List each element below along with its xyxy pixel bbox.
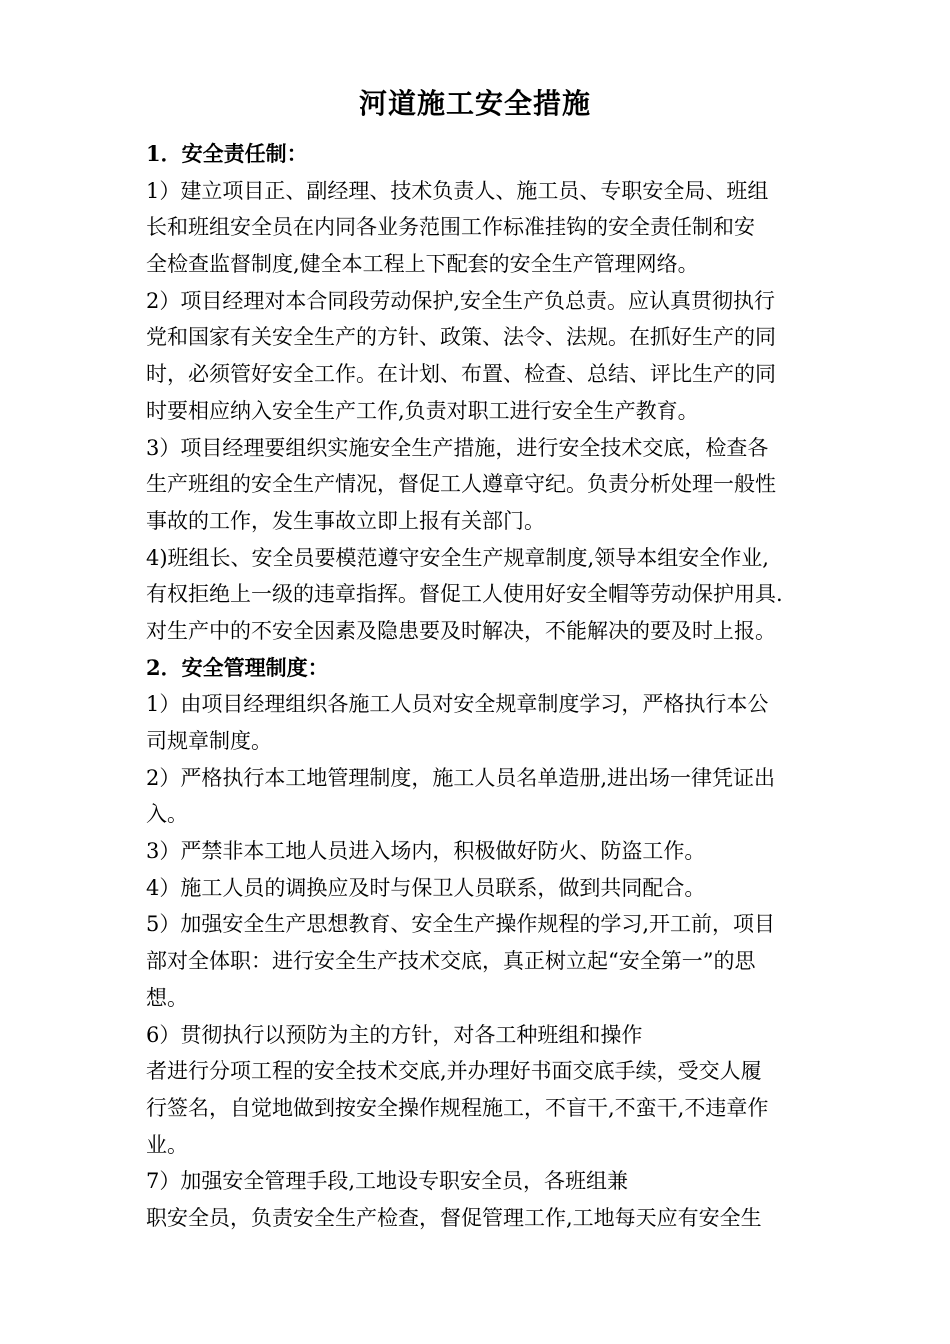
- document-title: 河道施工安全措施: [358, 87, 591, 120]
- body-text-line: 业。: [146, 1132, 188, 1157]
- body-text-line: 行签名，自觉地做到按安全操作规程施工，不盲干,不蛮干,不违章作: [146, 1095, 769, 1120]
- body-text-line: 2）严格执行本工地管理制度，施工人员名单造册,进出场一律凭证出: [146, 765, 776, 790]
- body-text-line: 事故的工作，发生事故立即上报有关部门。: [146, 508, 545, 533]
- section-heading: 2．安全管理制度：: [146, 654, 329, 680]
- body-text-line: 6）贯彻执行以预防为主的方针，对各工种班组和操作: [146, 1022, 643, 1047]
- body-text-line: 时要相应纳入安全生产工作,负责对职工进行安全生产教育。: [146, 398, 699, 423]
- body-text-line: 4)班组长、安全员要模范遵守安全生产规章制度,领导本组安全作业,: [146, 545, 769, 570]
- body-text-line: 5）加强安全生产思想教育、安全生产操作规程的学习,开工前，项目: [146, 912, 776, 937]
- body-text-line: 1）建立项目正、副经理、技术负责人、施工员、专职安全局、班组: [146, 178, 769, 203]
- body-text-line: 3）严禁非本工地人员进入场内，积极做好防火、防盗工作。: [146, 839, 706, 864]
- body-text-line: 长和班组安全员在内同各业务范围工作标准挂钩的安全责任制和安: [146, 215, 755, 240]
- body-text-line: 部对全体职：进行安全生产技术交底，真正树立起“安全第一”的思: [146, 949, 756, 974]
- body-text-line: 时，必须管好安全工作。在计划、布置、检查、总结、评比生产的同: [146, 362, 776, 387]
- body-text-line: 3）项目经理要组织实施安全生产措施，进行安全技术交底，检查各: [146, 435, 769, 460]
- body-text-line: 者进行分项工程的安全技术交底,并办理好书面交底手续，受交人履: [146, 1059, 762, 1084]
- document-body: [146, 136, 818, 1237]
- body-text-line: 想。: [146, 985, 188, 1010]
- body-text-line: 有权拒绝上一级的违章指挥。督促工人使用好安全帽等劳动保护用具.: [146, 582, 783, 607]
- body-text-line: 7）加强安全管理手段,工地设专职安全员，各班组兼: [146, 1169, 629, 1194]
- body-text-line: 4）施工人员的调换应及时与保卫人员联系，做到共同配合。: [146, 875, 706, 900]
- section-heading: 1．安全责任制：: [146, 141, 308, 166]
- body-text-line: 入。: [146, 802, 188, 827]
- body-text-line: 全检查监督制度,健全本工程上下配套的安全生产管理网络。: [146, 252, 699, 277]
- body-text-line: 党和国家有关安全生产的方针、政策、法令、法规。在抓好生产的同: [146, 325, 776, 350]
- body-text-line: 2）项目经理对本合同段劳动保护,安全生产负总责。应认真贯彻执行: [146, 288, 776, 313]
- body-text-line: 对生产中的不安全因素及隐患要及时解决，不能解决的要及时上报。: [146, 618, 776, 643]
- body-text-line: 1）由项目经理组织各施工人员对安全规章制度学习，严格执行本公: [146, 692, 769, 717]
- body-text-line: 职安全员，负责安全生产检查，督促管理工作,工地每天应有安全生: [146, 1205, 762, 1230]
- body-text-line: 司规章制度。: [146, 729, 272, 753]
- body-text-line: 生产班组的安全生产情况，督促工人遵章守纪。负责分析处理一般性: [146, 472, 776, 497]
